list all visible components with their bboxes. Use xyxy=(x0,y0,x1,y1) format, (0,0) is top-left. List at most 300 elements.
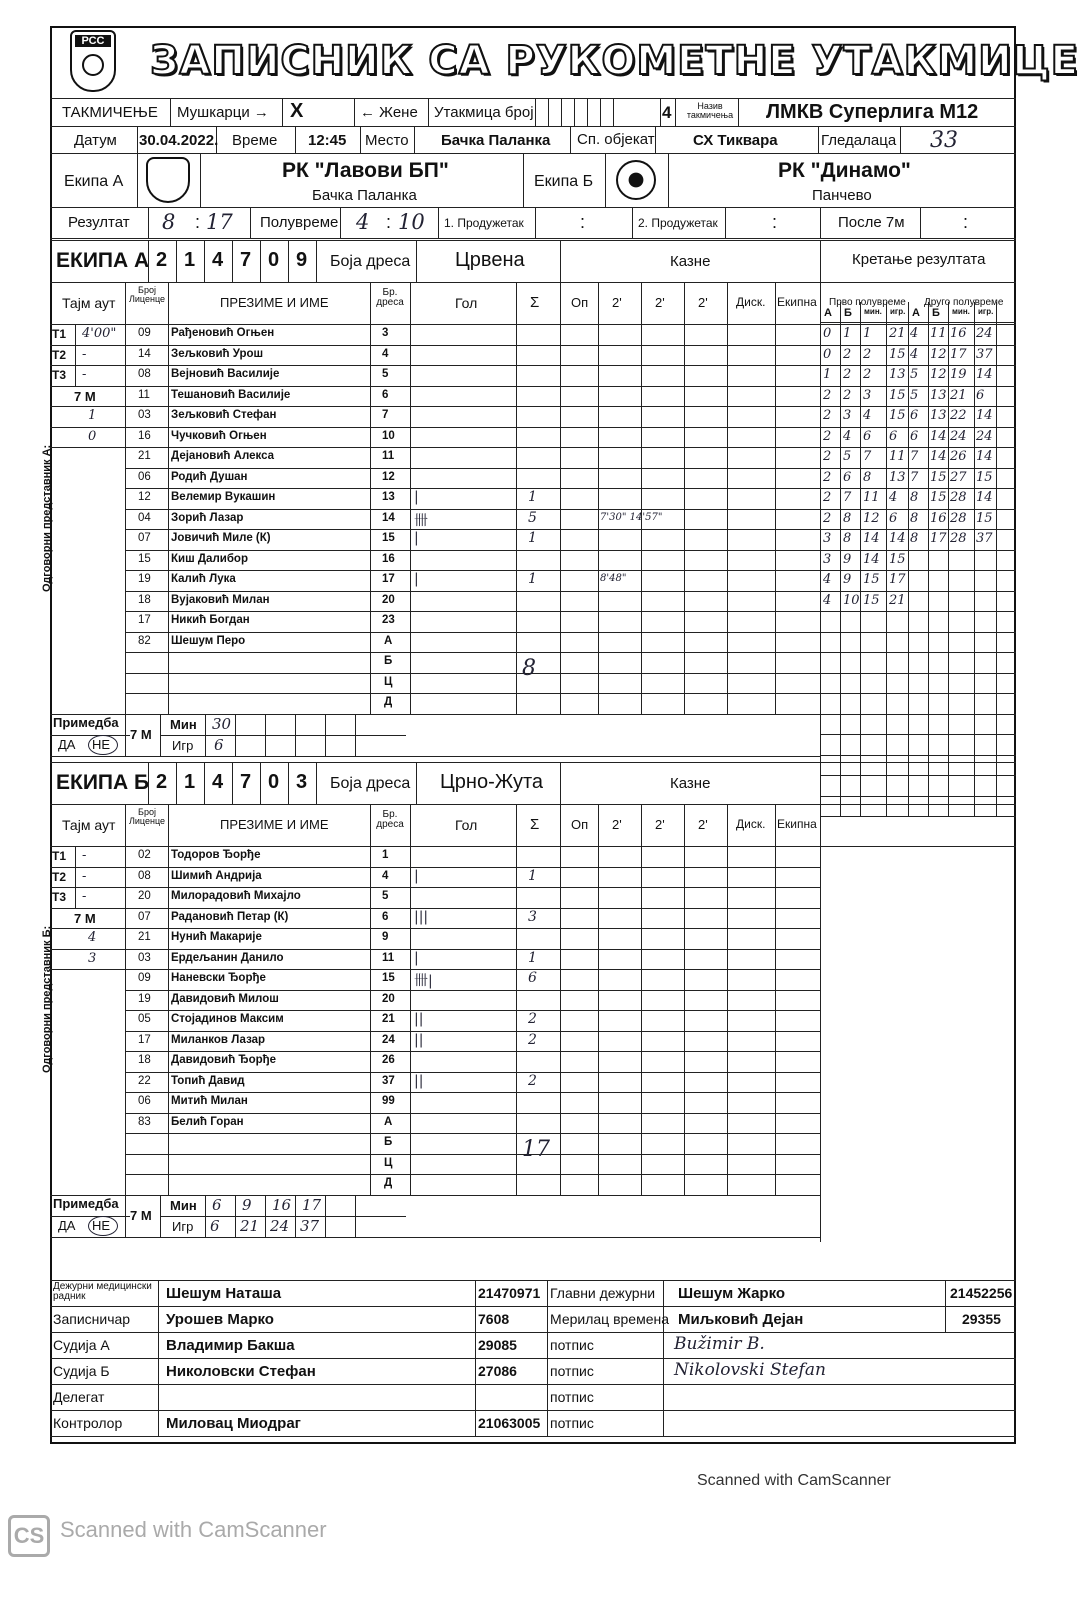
grid-line xyxy=(684,282,685,324)
player-name: Радановић Петар (К) xyxy=(171,910,289,923)
ball-icon xyxy=(82,54,104,76)
score-flow-entry: 15 xyxy=(889,346,906,362)
player-suspension: 7'30" 14'57" xyxy=(600,511,663,523)
player-license: 22 xyxy=(138,1074,151,1087)
score-flow-entry: 8 xyxy=(843,510,852,526)
player-name: Вујаковић Милан xyxy=(171,593,270,606)
player-jersey: 17 xyxy=(382,573,395,585)
representative-label: Одговорни представник А: xyxy=(41,444,53,592)
score-flow-entry: 16 xyxy=(930,510,947,526)
player-goal-tally: 卌| xyxy=(414,973,433,989)
seven-m-min-label: Мин xyxy=(170,1197,197,1213)
grid-line xyxy=(587,98,588,126)
footer-role-2: потпис xyxy=(550,1389,594,1405)
score-flow-entry: 2 xyxy=(863,346,872,362)
seven-m-summary-label: 7 М xyxy=(130,726,152,742)
official-role: А xyxy=(384,1115,393,1128)
team-code-digit: 1 xyxy=(184,249,196,271)
team-a-label: Екипа А xyxy=(64,173,124,190)
grid-line xyxy=(50,887,125,888)
grid-line xyxy=(50,207,1016,208)
player-goal-sum: 6 xyxy=(528,970,537,986)
grid-line xyxy=(235,714,236,756)
grid-line xyxy=(50,98,1016,99)
grid-line xyxy=(820,775,1016,776)
player-name: Давидовић Милош xyxy=(171,992,279,1005)
grid-line xyxy=(727,324,728,714)
score-flow-entry: 4 xyxy=(863,408,872,423)
score-flow-header: Кретање резултата xyxy=(852,251,986,268)
grid-line xyxy=(232,762,233,804)
grid-line xyxy=(125,949,820,950)
grid-line xyxy=(325,714,326,756)
match-no-label: Утакмица број xyxy=(434,104,534,121)
match-venue: СХ Тиквара xyxy=(693,132,778,149)
footer-number: 29085 xyxy=(478,1337,517,1353)
grid-line xyxy=(125,529,820,530)
grid-line xyxy=(820,529,1016,530)
score-flow-entry: 15 xyxy=(930,469,947,485)
grid-line xyxy=(50,1195,820,1196)
grid-line xyxy=(50,406,125,407)
grid-line xyxy=(820,468,1016,469)
date-label: Датум xyxy=(74,132,117,149)
grid-line xyxy=(125,846,126,1195)
team-a-city: Бачка Паланка xyxy=(312,187,417,204)
player-goal-sum: 1 xyxy=(528,530,537,546)
col-team-penalty: Екипна xyxy=(777,817,817,831)
grid-line xyxy=(996,302,997,816)
seven-m-min-value: 9 xyxy=(242,1195,252,1214)
score-flow-entry: 15 xyxy=(976,469,993,485)
player-name: Калић Лука xyxy=(171,573,236,585)
grid-line xyxy=(820,322,1016,323)
grid-line xyxy=(50,240,1016,241)
grid-line xyxy=(168,324,169,714)
seven-m-min-label: Мин xyxy=(170,716,197,732)
grid-line xyxy=(125,570,820,571)
grid-line xyxy=(50,238,1016,239)
footer-role: Судија А xyxy=(53,1337,110,1353)
grid-line xyxy=(641,846,642,1195)
grid-line xyxy=(125,693,820,694)
col-sum: Σ xyxy=(530,294,540,311)
grid-line xyxy=(125,632,820,633)
grid-line xyxy=(205,714,206,756)
footer-name: Шешум Наташа xyxy=(166,1285,282,1302)
col-disq: Диск. xyxy=(736,295,766,309)
grid-line xyxy=(820,488,1016,489)
grid-line xyxy=(775,804,776,846)
col-goal: Гол xyxy=(455,295,478,311)
score-flow-entry: 2 xyxy=(843,346,852,362)
grid-line xyxy=(370,846,371,1195)
grid-line xyxy=(50,949,125,950)
team-code-digit: 9 xyxy=(296,249,308,271)
player-goal-tally: || xyxy=(414,1072,424,1089)
player-goal-tally: | xyxy=(414,571,419,587)
grid-line xyxy=(908,302,909,816)
player-license: 03 xyxy=(138,951,151,964)
score-flow-entry: 37 xyxy=(976,346,993,362)
grid-line xyxy=(125,550,820,551)
timeout-label: T3 xyxy=(52,890,67,904)
grid-line xyxy=(50,804,1016,805)
grid-line xyxy=(354,98,355,126)
col-two-min: 2' xyxy=(612,817,622,832)
grid-line xyxy=(260,762,261,804)
score-flow-entry: 8 xyxy=(843,531,852,546)
match-date: 30.04.2022. xyxy=(139,132,219,149)
footer-number: 7608 xyxy=(478,1311,510,1327)
player-goal-sum: 1 xyxy=(528,571,537,587)
grid-line xyxy=(820,652,1016,653)
grid-line xyxy=(205,1195,206,1237)
grid-line xyxy=(820,762,821,1242)
grid-line xyxy=(560,324,561,714)
grid-line xyxy=(820,755,1016,756)
score-flow-entry: 7 xyxy=(843,490,852,505)
grid-line xyxy=(684,804,685,846)
score-flow-entry: 6 xyxy=(910,408,919,423)
score-flow-entry: 6 xyxy=(889,510,898,526)
grid-line xyxy=(920,207,921,238)
grid-line xyxy=(125,1010,820,1011)
grid-line xyxy=(168,282,169,324)
player-name: Рађеновић Огњен xyxy=(171,327,275,339)
score-flow-entry: 2 xyxy=(823,469,832,485)
score-flow-entry: 10 xyxy=(843,592,860,608)
grid-line xyxy=(50,1384,1016,1385)
ext2-colon: : xyxy=(772,212,778,232)
player-license: 06 xyxy=(138,470,151,483)
footer-number: 21470971 xyxy=(478,1285,541,1301)
footer-role: Контролор xyxy=(53,1415,123,1431)
score-flow-entry: 17 xyxy=(930,531,947,546)
score-flow-col: мин. xyxy=(952,307,970,316)
grid-line xyxy=(675,98,676,126)
score-flow-entry: 14 xyxy=(976,490,993,505)
col-two-min: 2' xyxy=(655,295,665,310)
score-flow-entry: 2 xyxy=(823,428,832,444)
grid-line xyxy=(360,126,361,153)
score-flow-entry: 2 xyxy=(823,510,832,526)
timeout-value: - xyxy=(82,868,87,884)
grid-line xyxy=(204,762,205,804)
grid-line xyxy=(168,846,169,1195)
grid-line xyxy=(570,126,571,153)
team-total-goals: 17 xyxy=(522,1137,550,1162)
score-flow-col: Б xyxy=(932,307,940,319)
grid-line xyxy=(295,714,296,756)
rss-logo xyxy=(70,30,116,92)
grid-line xyxy=(50,1410,1016,1411)
score-flow-entry: 6 xyxy=(976,387,985,403)
grid-line xyxy=(316,762,317,804)
result-colon: : xyxy=(195,212,201,232)
score-flow-entry: 14 xyxy=(976,408,993,423)
grid-line xyxy=(414,126,415,153)
score-flow-entry: 8 xyxy=(910,490,919,505)
col-warn: Оп xyxy=(571,295,589,310)
grid-line xyxy=(775,282,776,324)
grid-line xyxy=(50,867,125,868)
grid-line xyxy=(148,240,149,282)
score-flow-entry: 0 xyxy=(823,346,832,362)
player-jersey: 26 xyxy=(382,1054,395,1066)
grid-line xyxy=(560,846,561,1195)
remark-label: Примедба xyxy=(53,1195,119,1211)
score-flow-entry: 2 xyxy=(863,367,872,382)
footer-name: Николовски Стефан xyxy=(166,1363,316,1380)
player-name: Дејановић Алекса xyxy=(171,450,275,462)
seven-m-min-value: 17 xyxy=(302,1195,322,1214)
grid-line xyxy=(50,1332,1016,1333)
player-jersey: 11 xyxy=(382,450,395,462)
grid-line xyxy=(613,98,614,126)
footer-role-2: Мерилац времена xyxy=(550,1311,670,1327)
seven-m-label: 7 М xyxy=(74,910,96,926)
player-license: 05 xyxy=(138,1013,151,1025)
grid-line xyxy=(125,928,820,929)
grid-line xyxy=(125,447,820,448)
score-flow-entry: 4 xyxy=(843,428,852,444)
time-label: Време xyxy=(232,132,278,149)
col-timeout: Тајм аут xyxy=(62,295,116,311)
grid-line xyxy=(295,1195,296,1237)
score-flow-entry: 8 xyxy=(863,469,872,485)
grid-line xyxy=(820,509,1016,510)
col-two-min: 2' xyxy=(655,817,665,832)
after7m-label: После 7м xyxy=(838,214,905,231)
player-license: 08 xyxy=(138,368,151,380)
men-label: Мушкарци → xyxy=(177,104,269,121)
ext1-colon: : xyxy=(580,212,586,232)
score-flow-entry: 21 xyxy=(889,592,906,608)
grid-line xyxy=(523,153,524,207)
score-flow-entry: 8 xyxy=(910,531,919,546)
score-flow-entry: 24 xyxy=(976,428,993,444)
score-flow-col: А xyxy=(912,307,920,319)
player-license: 21 xyxy=(138,931,151,943)
grid-line xyxy=(684,846,685,1195)
col-sum: Σ xyxy=(530,816,540,833)
score-flow-entry: 22 xyxy=(950,408,967,423)
grid-line xyxy=(75,324,76,386)
team-code-digit: 2 xyxy=(156,771,168,793)
grid-line xyxy=(265,1195,266,1237)
grid-line xyxy=(945,1280,946,1332)
official-role: Д xyxy=(384,1177,393,1189)
score-flow-entry: 6 xyxy=(863,428,872,444)
grid-line xyxy=(232,240,233,282)
timeout-label: T1 xyxy=(52,849,67,863)
grid-line xyxy=(125,282,126,324)
score-flow-entry: 0 xyxy=(823,326,832,341)
player-name: Зељковић Стефан xyxy=(171,409,277,421)
grid-line xyxy=(370,282,371,324)
player-name: Тодоров Ђорђе xyxy=(171,849,261,861)
grid-line xyxy=(410,804,411,846)
grid-line xyxy=(598,846,599,1195)
player-name: Топић Давид xyxy=(171,1074,245,1087)
score-flow-col: Б xyxy=(844,307,852,319)
grid-line xyxy=(125,324,126,714)
grid-line xyxy=(125,804,126,846)
team-b-city: Панчево xyxy=(812,187,872,204)
score-flow-entry: 1 xyxy=(863,326,872,341)
match-no-digit: 4 xyxy=(662,103,672,122)
footer-role-2: Главни дежурни xyxy=(550,1285,656,1301)
grid-line xyxy=(50,1306,1016,1307)
grid-line xyxy=(820,207,821,238)
score-flow-entry: 21 xyxy=(950,387,967,403)
grid-line xyxy=(820,632,1016,633)
grid-line xyxy=(200,153,201,207)
player-jersey: 16 xyxy=(382,552,395,565)
player-license: 04 xyxy=(138,511,151,524)
grid-line xyxy=(125,1174,820,1175)
seven-m-min-value: 6 xyxy=(212,1195,222,1214)
footer-name-2: Шешум Жарко xyxy=(678,1285,786,1302)
player-license: 18 xyxy=(138,1054,151,1066)
score-flow-entry: 7 xyxy=(910,469,919,485)
grid-line xyxy=(158,1280,159,1436)
score-flow-entry: 2 xyxy=(843,387,852,403)
player-name: Зељковић Урош xyxy=(171,347,264,360)
seven-m-value: 3 xyxy=(88,950,97,966)
grid-line xyxy=(235,1195,236,1237)
remark-no: НЕ xyxy=(92,736,111,752)
grid-line xyxy=(50,1280,1016,1281)
grid-line xyxy=(598,282,599,324)
player-jersey: 20 xyxy=(382,992,395,1005)
grid-line xyxy=(560,762,561,846)
grid-line xyxy=(125,673,820,674)
player-jersey: 4 xyxy=(382,347,389,360)
grid-line xyxy=(355,1195,356,1237)
footer-number-2: 21452256 xyxy=(950,1285,1013,1301)
timeout-value: - xyxy=(82,889,87,904)
footer-number: 21063005 xyxy=(478,1415,541,1431)
score-flow-entry: 14 xyxy=(976,367,993,382)
score-flow-col: игр. xyxy=(978,307,994,316)
grid-line xyxy=(560,240,561,324)
grid-line xyxy=(974,302,975,816)
player-name: Киш Далибор xyxy=(171,552,248,565)
score-flow-col: мин. xyxy=(864,307,882,316)
col-warn: Оп xyxy=(571,817,589,832)
score-flow-entry: 12 xyxy=(930,346,947,362)
col-license: Број Лиценце xyxy=(128,807,166,826)
grid-line xyxy=(535,98,536,126)
player-license: 06 xyxy=(138,1095,151,1107)
grid-line xyxy=(355,714,356,756)
footer-name-2: Миљковић Дејан xyxy=(678,1311,804,1328)
player-license: 07 xyxy=(138,532,151,544)
grid-line xyxy=(170,98,171,126)
grid-line xyxy=(125,406,820,407)
team-b-label: Екипа Б xyxy=(534,173,594,190)
grid-line xyxy=(727,846,728,1195)
score-flow-entry: 2 xyxy=(823,490,832,505)
result-a: 8 xyxy=(162,210,176,234)
score-flow-entry: 7 xyxy=(910,449,919,464)
player-license: 09 xyxy=(138,327,151,339)
player-license: 14 xyxy=(138,347,151,360)
player-goal-sum: 1 xyxy=(528,489,537,505)
player-goal-sum: 2 xyxy=(528,1072,537,1089)
official-role: Ц xyxy=(384,675,393,688)
grid-line xyxy=(125,591,820,592)
player-name: Давидовић Ђорђе xyxy=(171,1054,277,1066)
official-role: Б xyxy=(384,655,393,667)
score-flow-entry: 2 xyxy=(823,408,832,423)
player-jersey: 5 xyxy=(382,890,389,902)
player-name: Миланков Лазар xyxy=(171,1033,266,1046)
player-goal-tally: || xyxy=(414,1011,424,1027)
grid-line xyxy=(50,365,125,366)
score-flow-entry: 15 xyxy=(863,592,880,608)
grid-line xyxy=(50,908,125,909)
team-block-label: ЕКИПА А xyxy=(56,249,150,272)
player-license: 16 xyxy=(138,429,151,442)
grid-line xyxy=(176,240,177,282)
player-jersey: 15 xyxy=(382,532,395,544)
grid-line xyxy=(561,98,562,126)
score-flow-entry: 3 xyxy=(823,551,832,567)
player-goal-tally: | xyxy=(414,489,419,505)
footer-role-2: потпис xyxy=(550,1415,594,1431)
timeout-label: T1 xyxy=(52,327,67,341)
grid-line xyxy=(820,550,1016,551)
player-name: Ердељанин Данило xyxy=(171,951,284,964)
timeout-value: - xyxy=(82,367,87,382)
spectators-value: 33 xyxy=(930,128,958,153)
grid-line xyxy=(50,714,820,715)
grid-line xyxy=(204,240,205,282)
score-flow-col: игр. xyxy=(890,307,906,316)
player-jersey: 6 xyxy=(382,910,389,923)
signature: Bužimir B. xyxy=(674,1334,765,1354)
grid-line xyxy=(370,324,371,714)
footer-role: Делегат xyxy=(53,1389,105,1405)
grid-line xyxy=(548,98,549,126)
official-role: Д xyxy=(384,696,393,708)
score-flow-entry: 13 xyxy=(889,469,906,485)
seven-m-igr-label: Игр xyxy=(172,737,194,753)
score-flow-entry: 6 xyxy=(910,428,919,444)
score-flow-entry: 3 xyxy=(823,531,832,546)
seven-m-igr-value: 6 xyxy=(214,735,224,754)
score-flow-entry: 5 xyxy=(910,367,919,382)
grid-line xyxy=(50,282,1016,283)
score-flow-entry: 11 xyxy=(863,490,880,505)
player-jersey: 7 xyxy=(382,409,389,421)
penalties-header: Казне xyxy=(670,775,711,792)
scan-note: Scanned with CamScanner xyxy=(697,1472,891,1489)
seven-m-igr-label: Игр xyxy=(172,1218,194,1234)
timeout-value: - xyxy=(82,848,87,863)
grid-line xyxy=(125,867,820,868)
col-two-min: 2' xyxy=(698,817,708,832)
grid-line xyxy=(260,240,261,282)
team-a-name: РК "Лавови БП" xyxy=(282,159,449,182)
team-code-digit: 0 xyxy=(268,771,280,793)
grid-line xyxy=(820,365,1016,366)
lion-crest-icon xyxy=(146,157,190,203)
player-jersey: 12 xyxy=(382,470,395,483)
